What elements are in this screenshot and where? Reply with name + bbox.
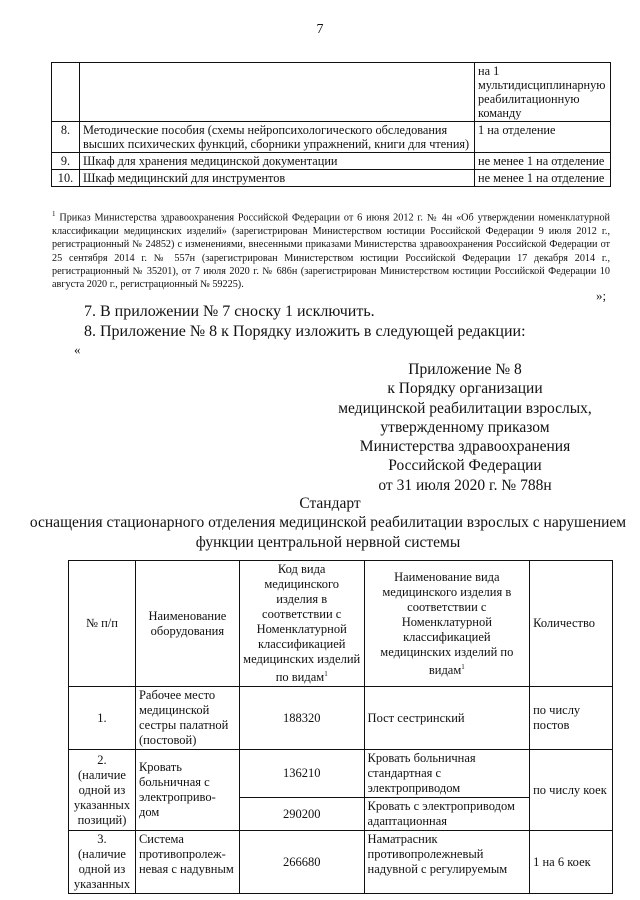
header-code-text: Код вида медицинского изделия в соответствии с Номенклатурной классификацией медицинских изделий по видам: [243, 562, 361, 685]
table-row: [52, 153, 611, 170]
device-code: 136210: [239, 750, 364, 798]
footnote-text: Приказ Министерства здравоохранения Российской Федерации от 6 июня 2012 г. № 4н «Об утверждении номенклатурной классификации медицинских изделий» (зарегистрирован Министерством юстиции Российской Федерации 9 июля 2012 г., регистрационный № 24852) с изменениями, внесенными приказами Министерства здравоохранения Российской Федерации от 25 сентября 2014 г. № 557н (зарегистрирован Министерством юстиции Российской Федерации 17 декабря 2014 г., регистрационный № 35201), от 7 июля 2020 г. № 686н (зарегистрирован Министерством юстиции Российской Федерации 10 августа 2020 г., регистрационный № 59225).: [52, 212, 610, 291]
header-code: [239, 561, 364, 687]
equipment-quantity: на 1 мультидисциплинарную реабилитационную команду: [474, 63, 610, 122]
device-kind: Наматрасник противопролежневый надувной с регулируемым: [364, 831, 530, 894]
equipment-name: Рабочее место медицинской сестры палатной (постовой): [135, 687, 239, 750]
equipment-name: Система противопролеж-невая с надувным: [135, 831, 239, 894]
row-number: [52, 63, 80, 122]
opening-quote: «: [74, 342, 81, 357]
header-equipment: Наименование оборудования: [135, 561, 239, 687]
row-number: 2. (наличие одной из указанных позиций): [69, 750, 136, 831]
paragraph-8: 8. Приложение № 8 к Порядку изложить в следующей редакции:: [84, 323, 526, 340]
header-number: № п/п: [69, 561, 136, 687]
row-number: 1.: [69, 687, 136, 750]
table-row: [69, 687, 613, 750]
row-number: 3. (наличие одной из указанных: [69, 831, 136, 894]
footnote-mark: 1: [52, 210, 56, 218]
footnote: [52, 208, 610, 292]
equipment-name: Шкаф медицинский для инструментов: [79, 170, 474, 187]
standard-title: Стандарт: [299, 495, 361, 512]
equipment-name: Шкаф для хранения медицинской документации: [79, 153, 474, 170]
header-code-mark: 1: [324, 670, 328, 678]
equipment-quantity: не менее 1 на отделение: [474, 170, 610, 187]
equipment-quantity: 1 на отделение: [474, 122, 610, 153]
standard-subtitle: оснащения стационарного отделения медицинской реабилитации взрослых с нарушением функции центральной нервной системы: [29, 514, 627, 551]
table-row: [69, 831, 613, 894]
appendix-line: от 31 июля 2020 г. № 788н: [378, 476, 552, 494]
header-quantity: Количество: [530, 561, 613, 687]
device-kind: Кровать с электроприводом адаптационная: [364, 798, 530, 831]
appendix-line: к Порядку организации: [387, 380, 543, 398]
row-number: 8.: [52, 122, 80, 153]
closing-quote: »;: [596, 288, 607, 303]
device-code: 266680: [239, 831, 364, 894]
page-number: 7: [316, 22, 324, 37]
equipment-quantity: по числу коек: [530, 750, 613, 831]
row-number: 10.: [52, 170, 80, 187]
appendix-line: медицинской реабилитации взрослых,: [338, 399, 592, 417]
table-row: [52, 170, 611, 187]
table-row: [52, 122, 611, 153]
device-kind: Кровать больничная стандартная с электроприводом: [364, 750, 530, 798]
appendix-line: Министерства здравоохранения: [359, 438, 571, 456]
equipment-name: Кровать больничная с электроприво-дом: [135, 750, 239, 831]
equipment-name: [79, 63, 474, 122]
equipment-name: Методические пособия (схемы нейропсихологического обследования высших психических функций, сборники упражнений, книги для чтения): [79, 122, 474, 153]
standard-equipment-table: [68, 560, 613, 894]
row-number: 9.: [52, 153, 80, 170]
header-kind-text: Наименование вида медицинского изделия в соответствии с Номенклатурной классификацией медицинских изделий по видам: [380, 569, 514, 677]
equipment-quantity: не менее 1 на отделение: [474, 153, 610, 170]
appendix-line: Российской Федерации: [388, 457, 542, 475]
table-header-row: [69, 561, 613, 687]
table-row: [52, 63, 611, 122]
equipment-quantity: 1 на 6 коек: [530, 831, 613, 894]
device-code: 188320: [239, 687, 364, 750]
header-kind: [364, 561, 530, 687]
paragraph-7: 7. В приложении № 7 сноску 1 исключить.: [84, 303, 375, 320]
header-kind-mark: 1: [461, 662, 465, 671]
equipment-quantity: по числу постов: [530, 687, 613, 750]
device-kind: Пост сестринский: [364, 687, 530, 750]
device-code: 290200: [239, 798, 364, 831]
equipment-table-continued: [51, 62, 611, 187]
appendix-header: [300, 360, 630, 495]
appendix-line: утвержденному приказом: [380, 418, 550, 436]
table-row: [69, 750, 613, 798]
appendix-line: Приложение № 8: [408, 361, 522, 378]
